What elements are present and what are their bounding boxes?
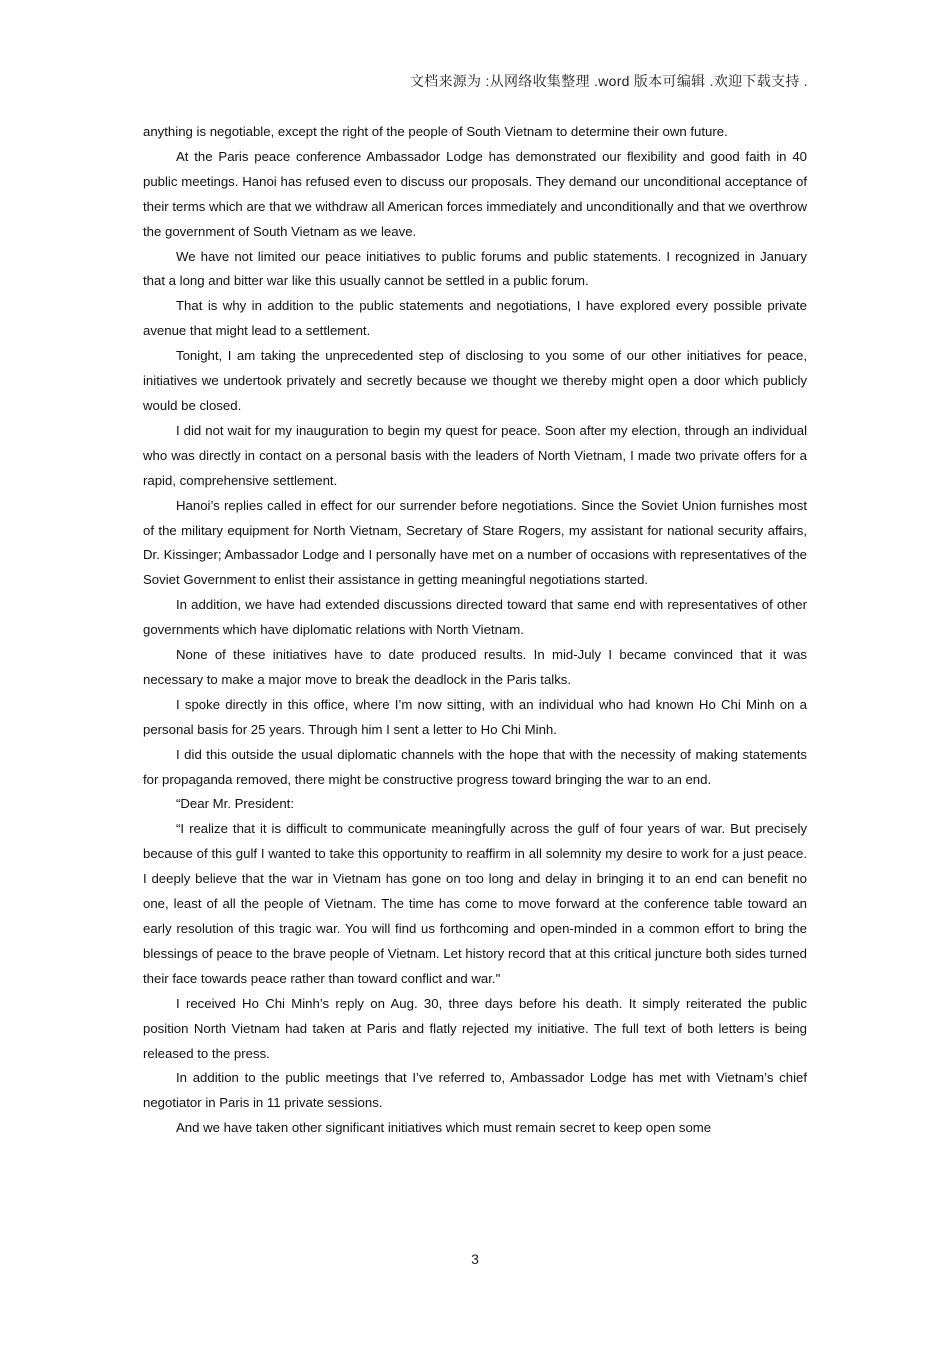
paragraph-10: I spoke directly in this office, where I’m now sitting, with an individual who had known Ho Chi Minh on a personal basis for 25 years. Through him I sent a letter to Ho Chi Minh. (143, 696, 807, 737)
paragraph-5: Tonight, I am taking the unprecedented step of disclosing to you some of our other initiatives for peace, initiatives we undertook privately and secretly because we thought we thereby might open a door which publicly would be closed. (143, 348, 807, 413)
paragraph-4: That is why in addition to the public statements and negotiations, I have explored every possible private avenue that might lead to a settlement. (143, 298, 807, 339)
paragraph-14: I received Ho Chi Minh’s reply on Aug. 30, three days before his death. It simply reiterated the public position North Vietnam had taken at Paris and flatly rejected my initiative. The full text of both letters is being released to the press. (143, 995, 807, 1061)
page-header: 文档来源为 :从网络收集整理 .word 版本可编辑 .欢迎下载支持 . (409, 73, 808, 89)
paragraph-3: We have not limited our peace initiatives to public forums and public statements. I recognized in January that a long and bitter war like this usually cannot be settled in a public forum. (143, 248, 807, 289)
paragraph-16: And we have taken other significant initiatives which must remain secret to keep open some (176, 1120, 712, 1136)
letter-salutation: “Dear Mr. President: (176, 796, 294, 812)
page-number: 3 (471, 1251, 479, 1267)
paragraph-9: None of these initiatives have to date produced results. In mid-July I became convinced that it was necessary to make a major move to break the deadlock in the Paris talks. (143, 647, 807, 687)
paragraph-1: anything is negotiable, except the right of the people of South Vietnam to determine their own future. (143, 124, 728, 139)
document-body (143, 120, 807, 1141)
paragraph-8: In addition, we have had extended discussions directed toward that same end with representatives of other governments which have diplomatic relations with North Vietnam. (143, 597, 807, 638)
paragraph-7: Hanoi’s replies called in effect for our surrender before negotiations. Since the Soviet Union furnishes most of the military equipment for North Vietnam, Secretary of Stare Rogers, my assistant for national security affairs, Dr. Kissinger; Ambassador Lodge and I personally have met on a number of occasions with representatives of the Soviet Government to enlist their assistance in getting meaningful negotiations started. (143, 497, 807, 588)
paragraph-11: I did this outside the usual diplomatic channels with the hope that with the necessity of making statements for propaganda removed, there might be constructive progress toward bringing the war to an end. (143, 746, 807, 787)
paragraph-6: I did not wait for my inauguration to begin my quest for peace. Soon after my election, through an individual who was directly in contact on a personal basis with the leaders of North Vietnam, I made two private offers for a rapid, comprehensive settlement. (143, 422, 807, 488)
letter-body: “I realize that it is difficult to communicate meaningfully across the gulf of four years of war. But precisely because of this gulf I wanted to take this opportunity to reaffirm in all solemnity my desire to work for a just peace. I deeply believe that the war in Vietnam has gone on too long and delay in bringing it to an end can benefit no one, least of all the people of Vietnam. The time has come to move forward at the conference table toward an early resolution of this tragic war. You will find us forthcoming and open-minded in a common effort to bring the blessings of peace to the brave people of Vietnam. Let history record that at this critical juncture both sides turned their face towards peace rather than toward conflict and war." (143, 821, 807, 986)
paragraph-15: In addition to the public meetings that I’ve referred to, Ambassador Lodge has met with Vietnam’s chief negotiator in Paris in 11 private sessions. (143, 1070, 807, 1111)
paragraph-2: At the Paris peace conference Ambassador Lodge has demonstrated our flexibility and good faith in 40 public meetings. Hanoi has refused even to discuss our proposals. They demand our unconditional acceptance of their terms which are that we withdraw all American forces immediately and unconditionally and that we overthrow the government of South Vietnam as we leave. (143, 148, 807, 239)
